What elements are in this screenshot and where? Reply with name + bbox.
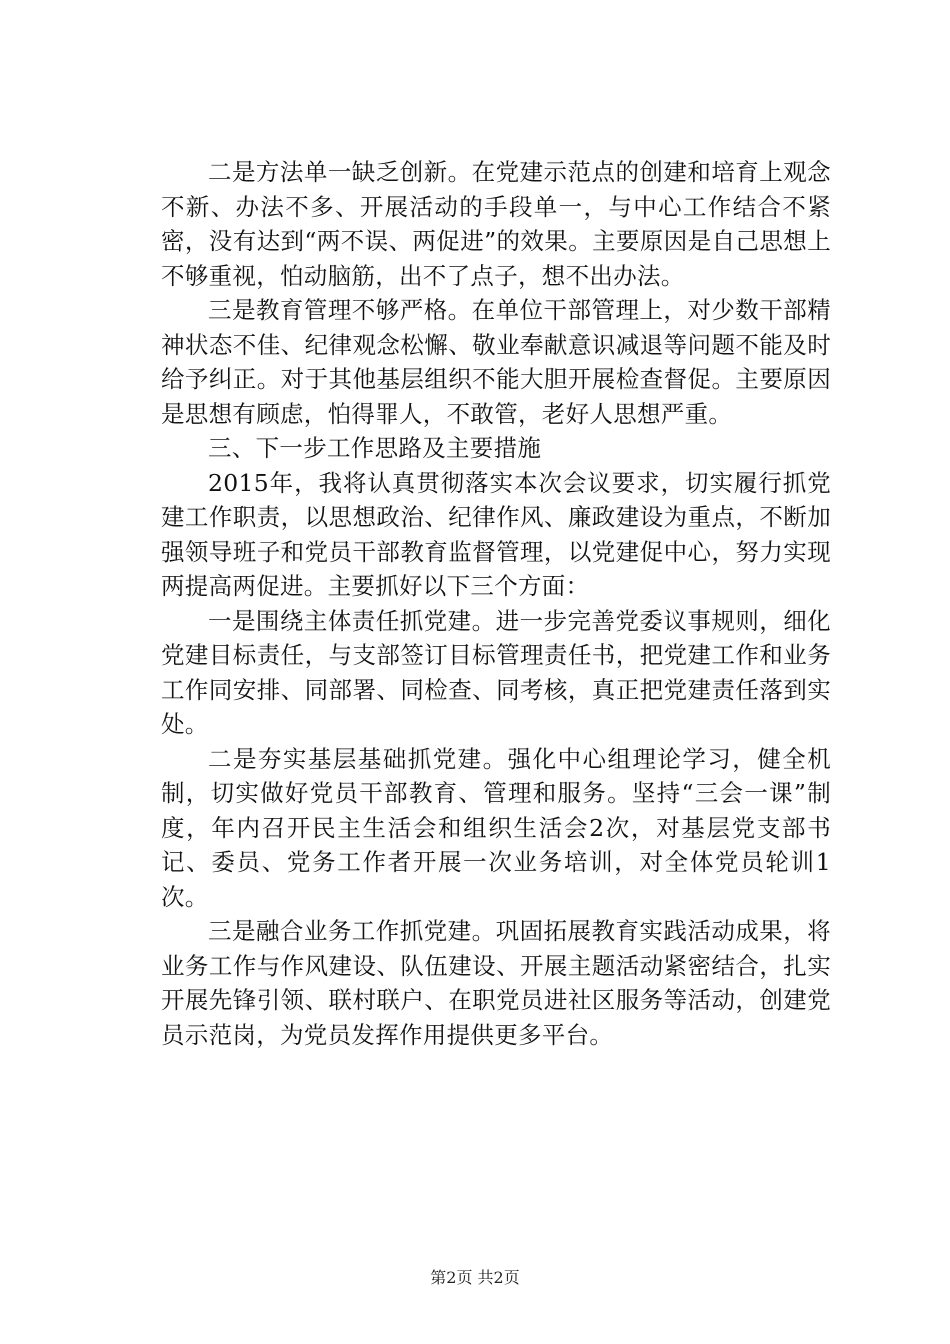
paragraph-2015-plan: 2015年，我将认真贯彻落实本次会议要求，切实履行抓党建工作职责，以思想政治、纪律作风、廉政建设为重点，不断加强领导班子和党员干部教育监督管理，以党建促中心，努力实现两提高两促进。主要抓好以下三个方面： [161, 468, 831, 600]
paragraph-main-responsibility: 一是围绕主体责任抓党建。进一步完善党委议事规则，细化党建目标责任，与支部签订目标管理责任书，把党建工作和业务工作同安排、同部署、同检查、同考核，真正把党建责任落到实处。 [161, 606, 831, 738]
section-heading-next-steps: 三、下一步工作思路及主要措施 [208, 434, 542, 462]
paragraph-grassroots-foundation: 二是夯实基层基础抓党建。强化中心组理论学习，健全机制，切实做好党员干部教育、管理和服务。坚持“三会一课”制度，年内召开民主生活会和组织生活会2次，对基层党支部书记、委员、党务工作者开展一次业务培训，对全体党员轮训1次。 [161, 744, 831, 911]
page-number-footer: 第2页 共2页 [430, 1268, 520, 1287]
paragraph-method-innovation: 二是方法单一缺乏创新。在党建示范点的创建和培育上观念不新、办法不多、开展活动的手段单一，与中心工作结合不紧密，没有达到“两不误、两促进”的效果。主要原因是自己思想上不够重视，怕动脑筋，出不了点子，想不出办法。 [161, 158, 831, 290]
paragraph-education-management: 三是教育管理不够严格。在单位干部管理上，对少数干部精神状态不佳、纪律观念松懈、敬业奉献意识减退等问题不能及时给予纠正。对于其他基层组织不能大胆开展检查督促。主要原因是思想有顾虑，怕得罪人，不敢管，老好人思想严重。 [161, 296, 831, 428]
document-body [161, 155, 831, 1052]
paragraph-business-integration: 三是融合业务工作抓党建。巩固拓展教育实践活动成果，将业务工作与作风建设、队伍建设、开展主题活动紧密结合，扎实开展先锋引领、联村联户、在职党员进社区服务等活动，创建党员示范岗，为党员发挥作用提供更多平台。 [161, 917, 831, 1049]
